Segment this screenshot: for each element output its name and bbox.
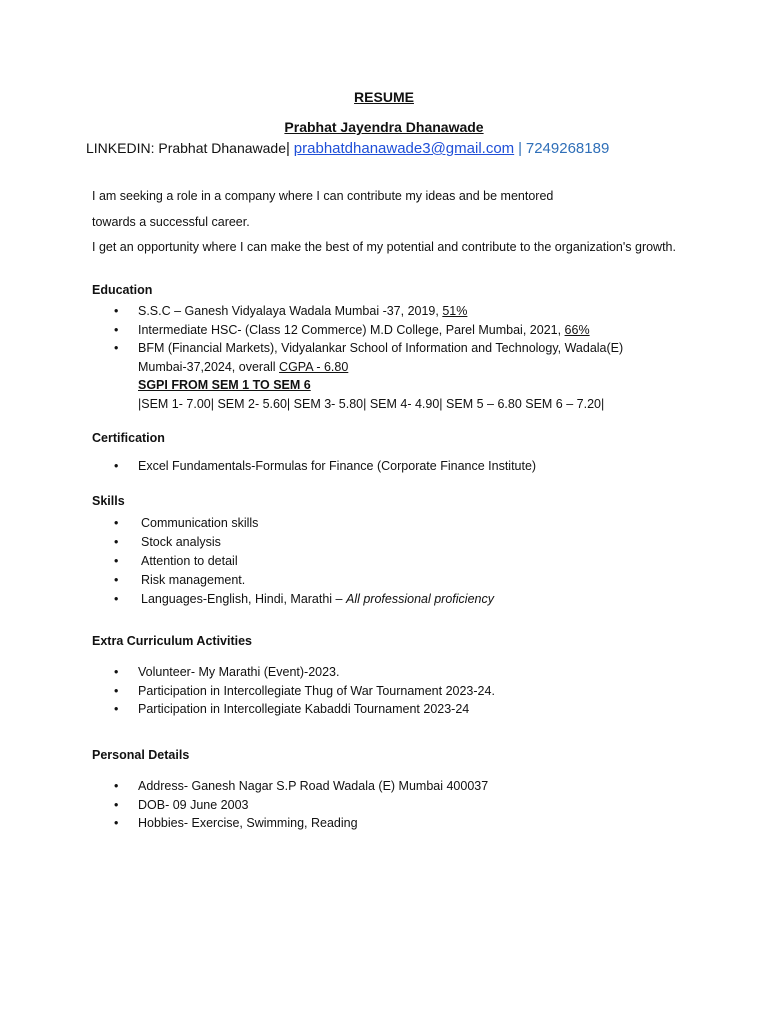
hobbies-item: Hobbies- Exercise, Swimming, Reading bbox=[138, 816, 358, 830]
dob-item: DOB- 09 June 2003 bbox=[138, 797, 249, 812]
bullet: • bbox=[114, 779, 119, 793]
bullet: • bbox=[114, 459, 119, 473]
bullet: • bbox=[114, 683, 119, 698]
hsc-text: Intermediate HSC- (Class 12 Commerce) M.D College, Parel Mumbai, 2021, bbox=[138, 322, 565, 337]
list-item bbox=[92, 514, 692, 533]
list-item bbox=[92, 777, 692, 796]
bullet: • bbox=[114, 797, 119, 812]
bullet: • bbox=[114, 816, 119, 830]
bullet: • bbox=[114, 665, 119, 679]
hsc-score: 66% bbox=[564, 322, 590, 337]
phone-number: 7249268189 bbox=[525, 140, 610, 157]
bullet: • bbox=[114, 573, 119, 587]
objective-line-2: towards a successful career. bbox=[92, 215, 250, 229]
education-list bbox=[92, 302, 692, 413]
list-item bbox=[92, 700, 692, 719]
skill-item: Stock analysis bbox=[141, 535, 221, 549]
bullet: • bbox=[114, 702, 119, 716]
skill-item: Risk management. bbox=[141, 573, 246, 587]
bullet: • bbox=[114, 322, 119, 337]
bullet: • bbox=[114, 341, 119, 355]
skills-heading: Skills bbox=[92, 494, 125, 508]
list-item bbox=[92, 339, 692, 413]
list-item bbox=[92, 457, 692, 476]
sgpi-values: |SEM 1- 7.00| SEM 2- 5.60| SEM 3- 5.80| SEM 4- 4.90| SEM 5 – 6.80 SEM 6 – 7.20| bbox=[138, 396, 605, 411]
extra-curricular-heading: Extra Curriculum Activities bbox=[92, 634, 253, 648]
education-heading: Education bbox=[92, 283, 153, 297]
activity-item: Participation in Intercollegiate Thug of War Tournament 2023-24. bbox=[138, 683, 495, 698]
activity-item: Volunteer- My Marathi (Event)-2023. bbox=[138, 665, 340, 679]
email-link[interactable]: prabhatdhanawade3@gmail.com bbox=[293, 140, 515, 157]
objective-line-1: I am seeking a role in a company where I can contribute my ideas and be mentored bbox=[92, 189, 554, 203]
list-item bbox=[92, 321, 692, 340]
skill-item: Communication skills bbox=[141, 516, 259, 530]
languages-note: All professional proficiency bbox=[345, 592, 494, 606]
resume-title: RESUME bbox=[354, 89, 414, 105]
bullet: • bbox=[114, 535, 119, 549]
ssc-score: 51% bbox=[442, 304, 468, 318]
skill-item: Attention to detail bbox=[141, 554, 238, 568]
sgpi-heading: SGPI FROM SEM 1 TO SEM 6 bbox=[138, 378, 311, 392]
languages-text: Languages-English, Hindi, Marathi – bbox=[141, 592, 346, 606]
bullet: • bbox=[114, 516, 119, 530]
list-item bbox=[92, 590, 692, 609]
list-item bbox=[92, 302, 692, 321]
list-item bbox=[92, 796, 692, 815]
activity-item: Participation in Intercollegiate Kabaddi Tournament 2023-24 bbox=[138, 702, 470, 716]
linkedin-label: LINKEDIN: Prabhat Dhanawade bbox=[86, 140, 286, 156]
list-item bbox=[92, 682, 692, 701]
ssc-text: S.S.C – Ganesh Vidyalaya Wadala Mumbai -37, 2019, bbox=[138, 304, 443, 318]
bfm-line-1: BFM (Financial Markets), Vidyalankar School of Information and Technology, Wadala(E) bbox=[138, 341, 624, 355]
certification-list bbox=[92, 457, 692, 476]
contact-line bbox=[86, 140, 609, 157]
list-item bbox=[92, 533, 692, 552]
objective-line-3: I get an opportunity where I can make the best of my potential and contribute to the organization's growth. bbox=[92, 240, 676, 254]
personal-details-list bbox=[92, 777, 692, 833]
bullet: • bbox=[114, 304, 119, 318]
personal-details-heading: Personal Details bbox=[92, 748, 190, 762]
address-item: Address- Ganesh Nagar S.P Road Wadala (E) Mumbai 400037 bbox=[138, 779, 489, 793]
bullet: • bbox=[114, 592, 119, 606]
bfm-cgpa: CGPA - 6.80 bbox=[279, 359, 349, 374]
list-item bbox=[92, 663, 692, 682]
certification-heading: Certification bbox=[92, 431, 165, 445]
candidate-name: Prabhat Jayendra Dhanawade bbox=[284, 119, 484, 135]
contact-separator: | bbox=[518, 140, 522, 157]
skills-list bbox=[92, 514, 692, 609]
list-item bbox=[92, 814, 692, 833]
certification-item: Excel Fundamentals-Formulas for Finance (Corporate Finance Institute) bbox=[138, 459, 537, 473]
list-item bbox=[92, 552, 692, 571]
list-item bbox=[92, 571, 692, 590]
bullet: • bbox=[114, 554, 119, 568]
contact-separator: | bbox=[286, 140, 290, 157]
bfm-line-2 bbox=[138, 358, 692, 377]
extra-curricular-list bbox=[92, 663, 692, 719]
bfm-text: Mumbai-37,2024, overall bbox=[138, 359, 280, 374]
